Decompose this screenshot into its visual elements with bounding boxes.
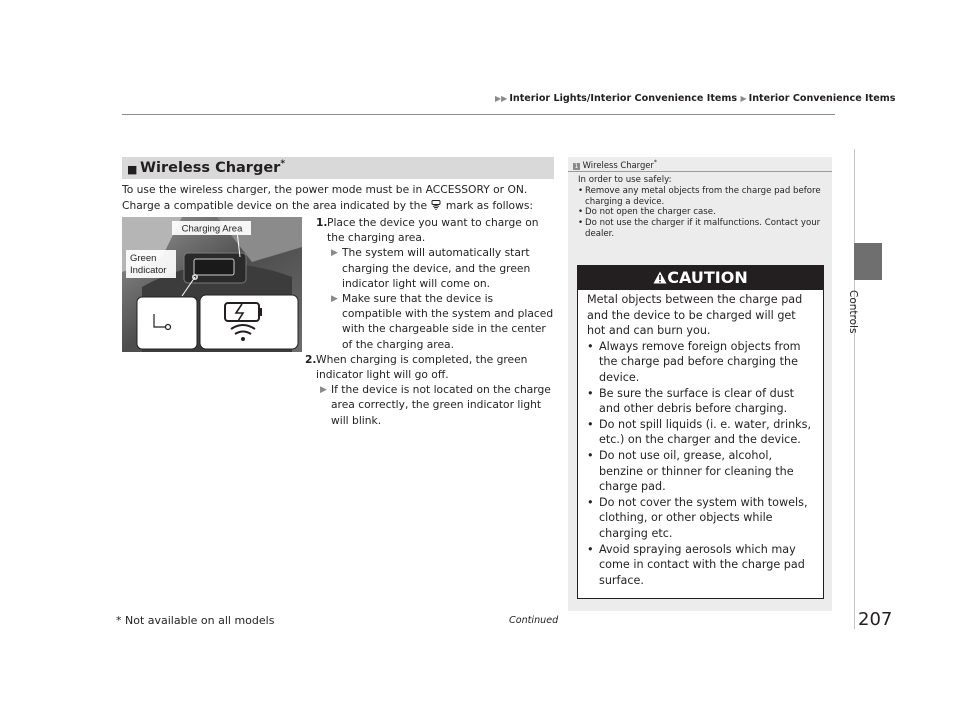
chapter-tab-label[interactable]: Controls xyxy=(847,290,859,334)
wireless-charge-mark-icon xyxy=(430,200,442,210)
tab-divider xyxy=(854,149,855,629)
continued-label: Continued xyxy=(509,615,559,626)
breadcrumb-item[interactable]: Interior Convenience Items xyxy=(748,93,896,104)
caution-title: CAUTION xyxy=(578,266,823,290)
warning-icon xyxy=(653,271,667,284)
arrow-icon: ▶ xyxy=(331,294,338,305)
steps-list xyxy=(305,215,556,428)
charging-area-label: Charging Area xyxy=(181,223,243,235)
square-bullet-icon: ■ xyxy=(127,163,138,176)
note-marker-icon: 1 xyxy=(574,162,579,170)
footnote: * Not available on all models xyxy=(116,614,275,627)
breadcrumb-item[interactable]: Interior Lights/Interior Convenience Items xyxy=(509,93,738,104)
triangle-right-icon: ▶ xyxy=(740,94,747,103)
breadcrumb xyxy=(495,93,895,104)
side-note-divider xyxy=(568,171,832,172)
triangle-right-icon: ▶▶ xyxy=(495,94,508,103)
section-title: Wireless Charger* xyxy=(140,159,286,176)
caution-bullet: • Do not use oil, grease, alcohol, benzine or thinner for cleaning the charge pad. xyxy=(587,448,794,494)
console-illustration xyxy=(122,217,302,352)
arrow-icon: ▶ xyxy=(331,248,338,259)
side-note-title: 1 Wireless Charger* xyxy=(574,159,657,170)
caution-bullet: • Avoid spraying aerosols which may come in contact with the charge pad surface. xyxy=(587,542,805,587)
green-indicator-label-1: Green xyxy=(130,253,157,264)
caution-body: Metal objects between the charge pad and the device to be charged will get hot and can burn you. • Always remove foreign objects from the charge pad before charging the device. • Be sure the surface is clear of dust and other debris before charging. • Do not spill liquids (i. e. water, drinks, etc.) on the charger and the device. • Do not use oil, grease, alcohol, benzine or thinner for cleaning the charge pad. • Do not cover the system with towels, clothing, or other objects while charging etc. • Avoid spraying aerosols which may come in contact with the charge pad surface. xyxy=(587,292,817,588)
caution-bullet: • Always remove foreign objects from the charge pad before charging the device. xyxy=(587,339,801,384)
side-note-body: In order to use safely: • Remove any metal objects from the charge pad before charging a device. • Do not open the charger case. • Do not use the charger if it malfunctions. Contact your dealer. xyxy=(578,175,828,240)
charge-instruction: Charge a compatible device on the area indicated by the mark as follows: xyxy=(122,199,534,212)
note-bullet: • Do not open the charger case. xyxy=(578,207,716,218)
header-rule xyxy=(122,114,835,115)
sub-step: ▶ Make sure that the device is compatible with the system and placed with the chargeable side in the center of the charging area. xyxy=(331,292,554,351)
green-indicator-label-2: Indicator xyxy=(130,265,167,276)
step-item: 2. When charging is completed, the green indicator light will go off. ▶ If the device is not located on the charge area correctly, the green indicator light will blink. xyxy=(305,352,556,428)
note-bullet: • Remove any metal objects from the charge pad before charging a device. xyxy=(578,185,821,207)
caution-bullet: • Be sure the surface is clear of dust and other debris before charging. xyxy=(587,386,795,416)
page-number: 207 xyxy=(858,609,893,630)
chapter-tab-marker xyxy=(854,243,882,280)
caution-bullet: • Do not spill liquids (i. e. water, drinks, etc.) on the charger and the device. xyxy=(587,417,812,447)
note-bullet: • Do not use the charger if it malfunctions. Contact your dealer. xyxy=(578,218,821,239)
arrow-icon: ▶ xyxy=(320,385,327,396)
sub-step: ▶ The system will automatically start charging the device, and the green indicator light will come on. xyxy=(331,246,531,290)
step-item: 1. Place the device you want to charge on the charging area. ▶ The system will automatically start charging the device, and the green indicator light will come on. ▶ Make sure that the device is compatible with the system and placed with the chargeable side in the center of the charging area. xyxy=(316,215,556,352)
charger-photo xyxy=(122,217,302,352)
sub-step: ▶ If the device is not located on the charge area correctly, the green indicator light will blink. xyxy=(320,383,551,427)
caution-bullet: • Do not cover the system with towels, clothing, or other objects while charging etc. xyxy=(587,495,808,540)
intro-paragraph: To use the wireless charger, the power mode must be in ACCESSORY or ON. xyxy=(122,183,528,196)
